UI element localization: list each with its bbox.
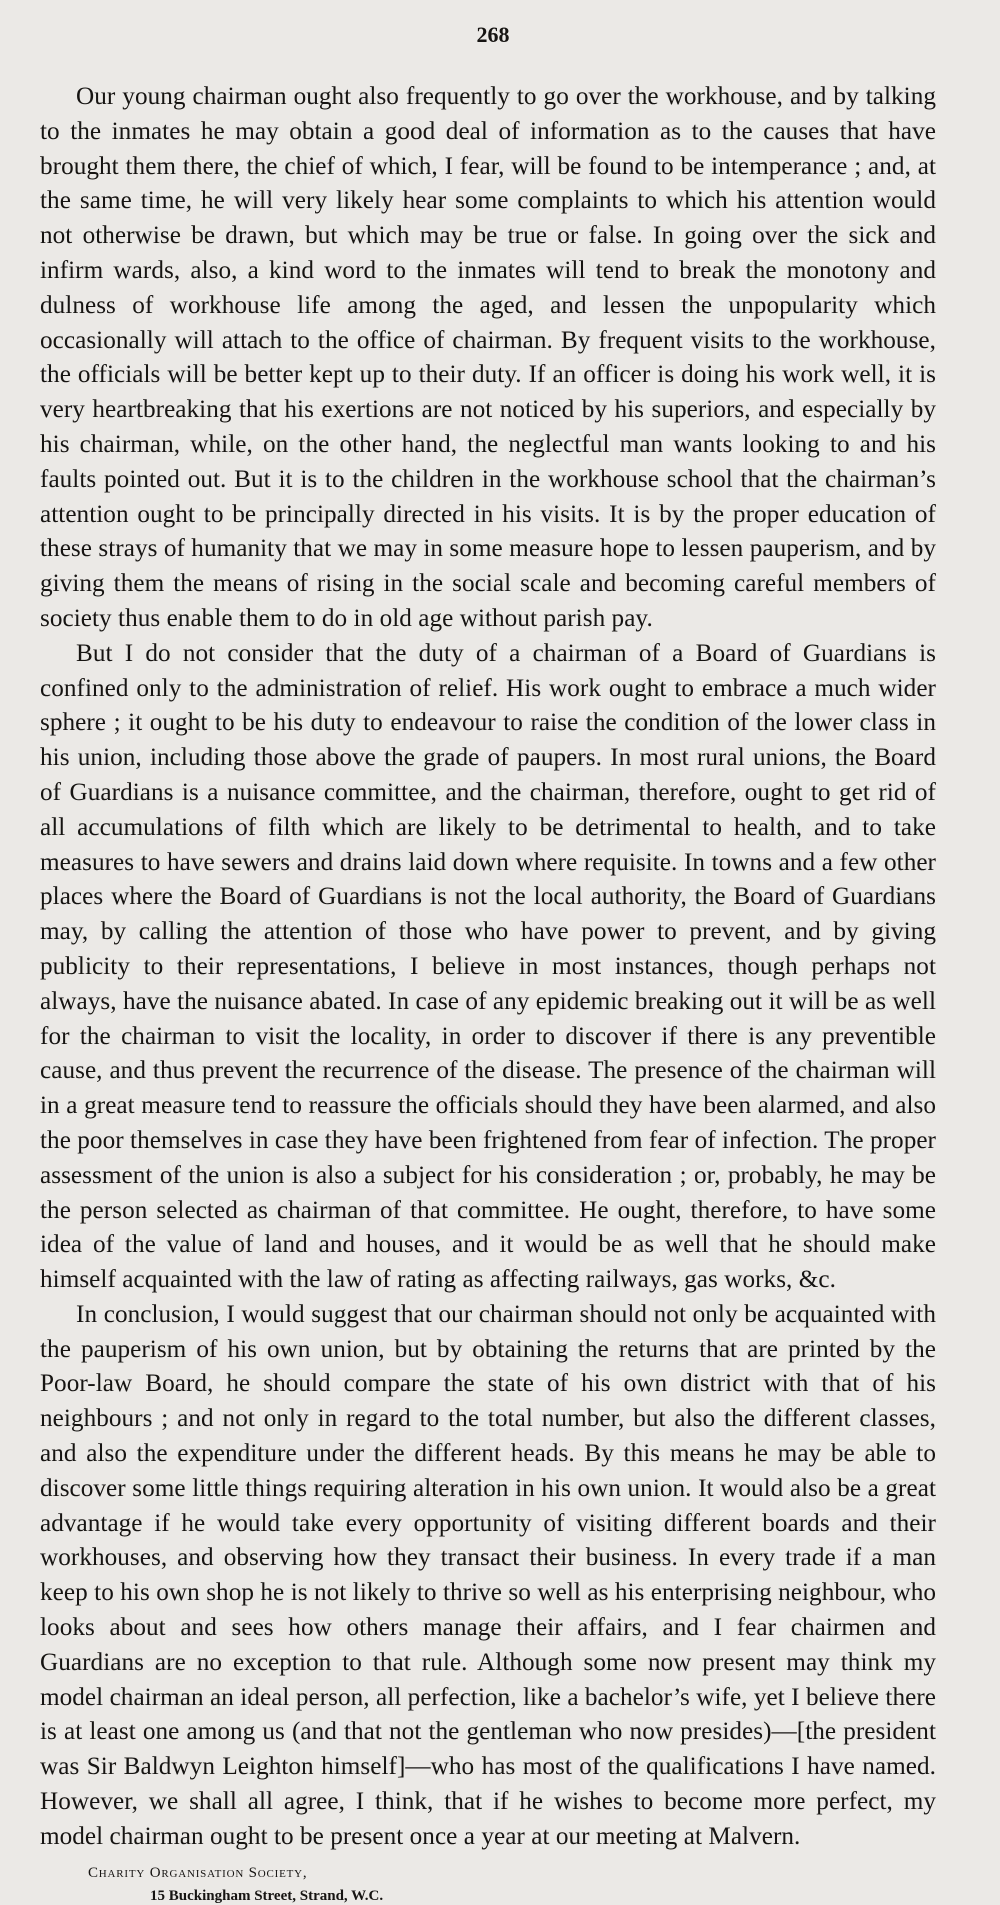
paragraph-chairman-duties: But I do not consider that the duty of a chairman of a Board of Guardians is confined only to the administration of relief. His work ought to embrace a much wider sphere ; it ought to be his duty to endeavour to raise the condition of the lower class in his union, including those above the grade of paupers. In most rural unions, the Board of Guardians is a nuisance committee, and the chairman, therefore, ought to get rid of all accumulations of filth which are likely to be detrimental to health, and to take measures to have sewers and drains laid down where requisite. In towns and a few other places where the Board of Guardians is not the local authority, the Board of Guardians may, by calling the attention of those who have power to prevent, and by giving publicity to their representations, I believe in most instances, though perhaps not always, have the nuisance abated. In case of any epidemic breaking out it will be as well for the chairman to visit the locality, in order to discover if there is any preventible cause, and thus prevent the recurrence of the disease. The presence of the chairman will in a great measure tend to reassure the officials should they have been alarmed, and also the poor themselves in case they have been frightened from fear of infection. The proper assessment of the union is also a subject for his consideration ; or, probably, he may be the person selected as chairman of that committee. He ought, therefore, to have some idea of the value of land and houses, and it would be as well that he should make himself acquainted with the law of rating as affecting railways, gas works, &c. — [40, 639, 936, 1294]
page-number: 268 — [476, 22, 510, 47]
paragraph-conclusion: In conclusion, I would suggest that our chairman should not only be acquainted with the pauperism of his own union, but by obtaining the returns that are printed by the Poor-law Board, he should compare the state of his own district with that of his neighbours ; and not only in regard to the total number, but also the different classes, and also the expenditure under the different heads. By this means he may be able to discover some little things requiring alteration in his own union. It would also be a great advantage if he would take every opportunity of visiting different boards and their workhouses, and observing how they transact their business. In every trade if a man keep to his own shop he is not likely to thrive so well as his enterprising neighbour, who looks about and sees how others manage their affairs, and I fear chairmen and Guardians are no exception to that rule. Although some now present may think my model chairman an ideal person, all perfection, like a bachelor’s wife, yet I believe there is at least one among us (and that not the gentleman who now presides)—[the president was Sir Baldwyn Leighton himself]—who has most of the qualifications I have named. However, we shall all agree, I think, that if he wishes to become more perfect, my model chairman ought to be present once a year at our meeting at Malvern. — [40, 1300, 936, 1850]
signature-address: 15 Buckingham Street, Strand, W.C. — [150, 1887, 384, 1904]
signature-block — [40, 1865, 936, 1905]
body-text — [40, 80, 936, 1855]
signature-organization: Charity Organisation Society, — [88, 1864, 308, 1881]
paragraph-workhouse-visits: Our young chairman ought also frequently to go over the workhouse, and by talking to the inmates he may obtain a good deal of information as to the causes that have brought them there, the chief of which, I fear, will be found to be intemperance ; and, at the same time, he will very likely hear some complaints to which his attention would not otherwise be drawn, but which may be true or false. In going over the sick and infirm wards, also, a kind word to the inmates will tend to break the monotony and dulness of workhouse life among the aged, and lessen the unpopularity which occasionally will attach to the office of chairman. By frequent visits to the workhouse, the officials will be better kept up to their duty. If an officer is doing his work well, it is very heartbreaking that his exertions are not noticed by his superiors, and especially by his chairman, while, on the other hand, the neglectful man wants looking to and his faults pointed out. But it is to the children in the workhouse school that the chairman’s attention ought to be principally directed in his visits. It is by the proper education of these strays of humanity that we may in some measure hope to lessen pauperism, and by giving them the means of rising in the social scale and becoming careful members of society thus enable them to do in old age without parish pay. — [40, 83, 936, 632]
